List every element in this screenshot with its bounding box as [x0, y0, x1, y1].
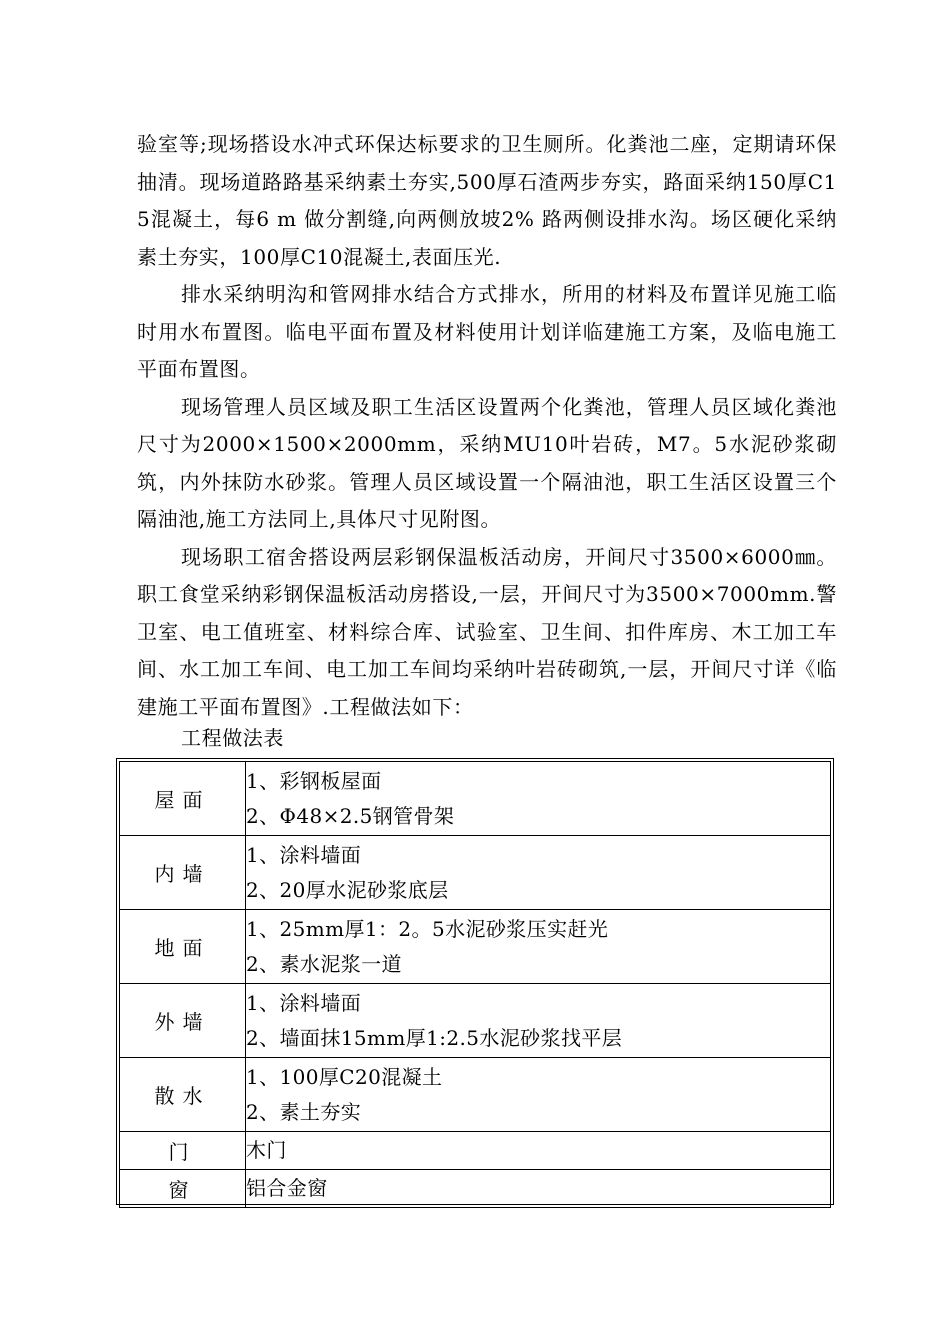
- spec-table-frame: [116, 758, 834, 1205]
- row-content: [246, 1170, 831, 1208]
- table-row: [120, 836, 831, 910]
- table-row: [120, 910, 831, 984]
- table-row: [120, 1058, 831, 1132]
- row-label: 窗: [120, 1170, 246, 1208]
- row-line: 2、20厚水泥砂浆底层: [246, 877, 449, 902]
- row-line: 1、涂料墙面: [246, 842, 362, 867]
- row-content: [246, 1132, 831, 1170]
- row-content: [246, 836, 831, 910]
- row-line: 1、100厚C20混凝土: [246, 1064, 443, 1089]
- row-label: 外墙: [120, 984, 246, 1058]
- row-content: [246, 762, 831, 836]
- paragraph-2: 排水采纳明沟和管网排水结合方式排水，所用的材料及布置详见施工临时用水布置图。临电平面布置及材料使用计划详临建施工方案，及临电施工平面布置图。: [137, 282, 837, 381]
- row-line: 铝合金窗: [246, 1176, 328, 1200]
- row-label: 屋面: [120, 762, 246, 836]
- paragraph-1: 验室等;现场搭设水冲式环保达标要求的卫生厕所。化粪池二座，定期请环保抽清。现场道路路基采纳素土夯实,500厚石渣两步夯实，路面采纳150厚C15混凝土，每6 m 做分割缝,向两侧放坡2% 路两侧设排水沟。场区硬化采纳素土夯实，100厚C10混凝土,表面压光.: [137, 132, 837, 269]
- row-content: [246, 984, 831, 1058]
- body-text: [137, 126, 837, 726]
- paragraph-4: 现场职工宿舍搭设两层彩钢保温板活动房，开间尺寸3500×6000㎜。职工食堂采纳彩钢保温板活动房搭设,一层，开间尺寸为3500×7000mm.警卫室、电工值班室、材料综合库、试验室、卫生间、扣件库房、木工加工车间、水工加工车间、电工加工车间均采纳叶岩砖砌筑,一层，开间尺寸详《临建施工平面布置图》.工程做法如下：: [137, 544, 837, 719]
- row-line: 2、墙面抹15mm厚1:2.5水泥砂浆找平层: [246, 1025, 623, 1050]
- table-row: [120, 762, 831, 836]
- row-label: 门: [120, 1132, 246, 1170]
- row-line: 1、涂料墙面: [246, 990, 362, 1015]
- row-line: 2、Φ48×2.5钢管骨架: [246, 803, 455, 828]
- row-label: 地面: [120, 910, 246, 984]
- table-row: [120, 1170, 831, 1208]
- table-title: 工程做法表: [181, 726, 284, 750]
- paragraph-3: 现场管理人员区域及职工生活区设置两个化粪池，管理人员区域化粪池尺寸为2000×1500×2000mm，采纳MU10叶岩砖，M7。5水泥砂浆砌筑，内外抹防水砂浆。管理人员区域设置一个隔油池，职工生活区设置三个隔油池,施工方法同上,具体尺寸见附图。: [137, 394, 837, 531]
- row-line: 1、彩钢板屋面: [246, 768, 382, 793]
- table-row: [120, 984, 831, 1058]
- row-label: 散水: [120, 1058, 246, 1132]
- row-line: 2、素土夯实: [246, 1099, 362, 1124]
- table-row: [120, 1132, 831, 1170]
- row-line: 木门: [246, 1138, 287, 1162]
- row-line: 2、素水泥浆一道: [246, 951, 402, 976]
- row-content: [246, 1058, 831, 1132]
- spec-table: [119, 761, 831, 1208]
- row-label: 内墙: [120, 836, 246, 910]
- row-content: [246, 910, 831, 984]
- row-line: 1、25mm厚1：2。5水泥砂浆压实赶光: [246, 916, 609, 941]
